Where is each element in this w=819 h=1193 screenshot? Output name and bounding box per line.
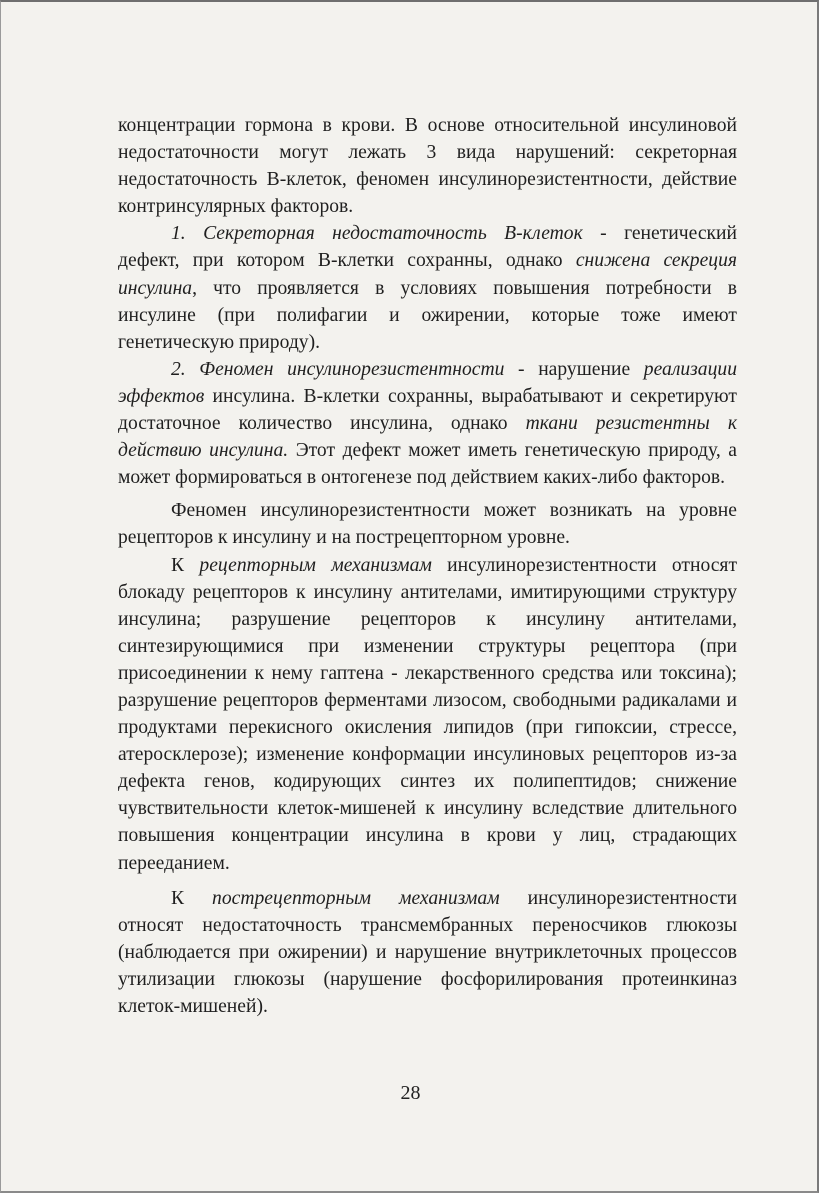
text-segment: концентрации гормона в крови. В основе относительной инсулиновой недостаточности могут лежать 3 вида нарушений: секреторная недостаточность B-клеток, феномен инсулинорезистентности, действие контринсулярных факторов. [118,115,737,218]
italic-text-segment: снижена секреция инсулина [118,250,737,299]
text-segment: Феномен инсулинорезистентности может возникать на уровне рецепторов к инсулину и на пострецепторном уровне. [118,500,737,549]
text-segment: инсулина. B-клетки сохранны, вырабатывают и секретируют достаточное количество инсулина, однако [118,385,737,435]
italic-text-segment: ткани резистентны к действию инсулина. [118,413,738,462]
text-segment: - генетический дефект, при котором B-клетки сохранны, однако [118,223,738,272]
text-segment: Этот дефект может иметь генетическую природу, а может формироваться в онтогенезе под действием каких-либо факторов. [118,440,737,489]
italic-text-segment: реализации эффектов [118,358,737,407]
italic-text-segment: рецепторным механизмам [199,554,432,576]
paragraph-intro [118,112,737,220]
text-segment: К [171,887,213,909]
text-segment: инсулинорезистентности относят недостаточность трансмембранных переносчиков глюкозы (наблюдается при ожирении) и нарушение внутриклеточных процессов утилизации глюкозы (нарушение фосфорилирования протеинкиназ клеток-мишеней). [118,887,737,1017]
italic-text-segment: 2. Феномен инсулинорезистентности [171,358,505,380]
text-segment: - нарушение [504,358,644,380]
text-segment: К [171,554,200,576]
italic-text-segment: пострецепторным механизмам [212,887,500,909]
page-number: 28 [400,1082,421,1104]
text-segment: инсулинорезистентности относят блокаду рецепторов к инсулину антителами, имитирующими структуру инсулина; разрушение рецепторов к инсулину антителами, синтезирующимися при изменении структуры рецептора (при присоединении к нему гаптена - лекарственного средства или токсина); разрушение рецепторов ферментами лизосом, свободными радикалами и продуктами перекисного окисления липидов (при гипоксии, стрессе, атеросклерозе); изменение конформации инсулиновых рецепторов из-за дефекта генов, кодирующих синтез их полипептидов; снижение чувствительности клеток-мишеней к инсулину вследствие длительного повышения концентрации инсулина в крови у лиц, страдающих перееданием. [118,554,738,874]
text-segment: , что проявляется в условиях повышения потребности в инсулине (при полифагии и ожирении, которые тоже имеют генетическую природу). [118,277,737,353]
paragraph-secretory-deficiency [118,220,737,355]
italic-text-segment: 1. Секреторная недостаточность B-клеток [171,223,583,245]
paragraph-postreceptor-mechanisms [118,885,737,1020]
paragraph-receptor-mechanisms [118,552,737,877]
paragraph-insulin-resistance [118,356,737,491]
paragraph-resistance-levels [118,497,737,551]
body-text [118,112,737,1020]
